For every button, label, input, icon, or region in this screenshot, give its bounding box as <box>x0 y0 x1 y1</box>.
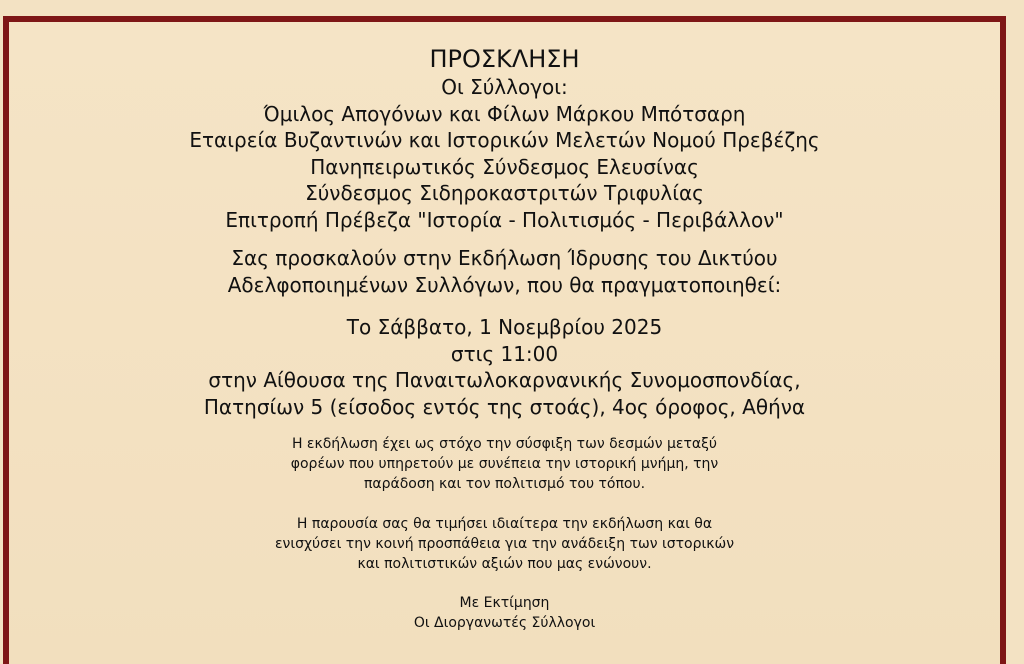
honor-line: και πολιτιστικών αξιών που μας ενώνουν. <box>357 556 652 572</box>
event-venue: στην Αίθουσα της Παναιτωλοκαρνανικής Συνομοσπονδίας, <box>208 368 801 392</box>
purpose-line: Η εκδήλωση έχει ως στόχο την σύσφιξη των δεσμών μεταξύ <box>291 436 718 452</box>
honor-line: Η παρουσία σας θα τιμήσει ιδιαίτερα την εκδήλωση και θα <box>296 516 713 532</box>
organizer-line: Όμιλος Απογόνων και Φίλων Μάρκου Μπότσαρη <box>263 101 746 126</box>
organizer-line: Επιτροπή Πρέβεζα "Ιστορία - Πολιτισμός - Περιβάλλον" <box>225 207 784 232</box>
event-date: Το Σάββατο, 1 Νοεμβρίου 2025 <box>346 315 663 339</box>
organizers-heading: Οι Σύλλογοι: <box>441 75 568 99</box>
invite-line: Σας προσκαλούν στην Εκδήλωση Ίδρυσης του Δικτύου <box>231 246 778 270</box>
honor-line: ενισχύσει την κοινή προσπάθεια για την ανάδειξη των ιστορικών <box>274 536 735 552</box>
invitation-frame <box>3 16 1006 664</box>
organizer-line: Σύνδεσμος Σιδηροκαστριτών Τριφυλίας <box>305 181 704 205</box>
organizer-line: Πανηπειρωτικός Σύνδεσμος Ελευσίνας <box>310 154 699 179</box>
event-time: στις 11:00 <box>450 341 559 366</box>
purpose-line: παράδοση και τον πολιτισμό του τόπου. <box>363 476 646 492</box>
invitation-title: ΠΡΟΣΚΛΗΣΗ <box>429 45 580 73</box>
closing-text: Με Εκτίμηση <box>459 595 550 611</box>
signature-text: Οι Διοργανωτές Σύλλογοι <box>413 615 596 631</box>
event-address: Πατησίων 5 (είσοδος εντός της στοάς), 4ος όροφος, Αθήνα <box>203 394 806 419</box>
organizer-line: Εταιρεία Βυζαντινών και Ιστορικών Μελετών Νομού Πρεβέζης <box>189 128 820 152</box>
invite-line: Αδελφοποιημένων Συλλόγων, που θα πραγματοποιηθεί: <box>227 272 782 297</box>
purpose-line: φορέων που υπηρετούν με συνέπεια την ιστορική μνήμη, την <box>290 456 719 472</box>
invitation-content <box>9 44 1000 633</box>
